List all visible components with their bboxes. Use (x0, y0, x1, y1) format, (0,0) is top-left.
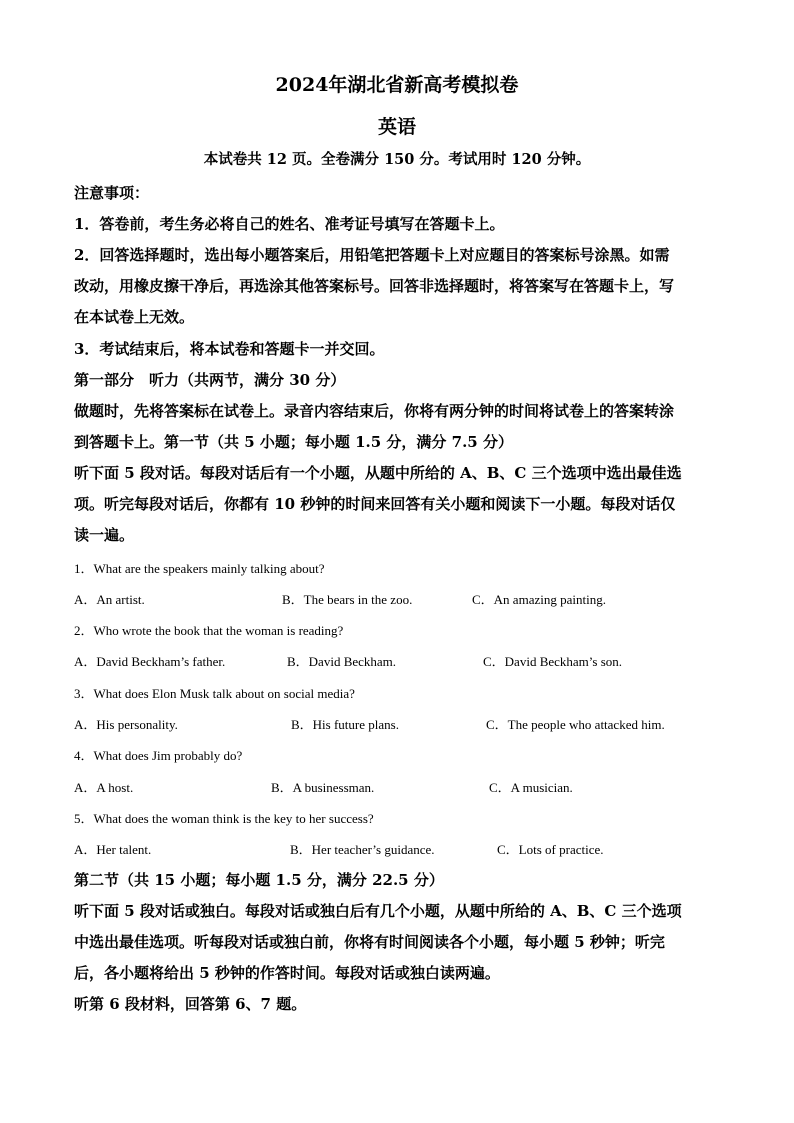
note-2-line-1: 2．回答选择题时，选出每小题答案后，用铅笔把答题卡上对应题目的答案标号涂黑。如需 (74, 246, 670, 264)
part1-para2-line-1: 听下面 5 段对话。每段对话后有一个小题，从题中所给的 A、B、C 三个选项中选出最佳选 (74, 464, 682, 482)
part1-para2-line-3: 读一遍。 (74, 526, 135, 544)
question-2: 2．Who wrote the book that the woman is reading? (74, 623, 344, 638)
section2-para-line-2: 中选出最佳选项。听每段对话或独白前，你将有时间阅读各个小题，每小题 5 秒钟；听完 (74, 933, 665, 951)
question-5-option-c: C．Lots of practice. (497, 842, 604, 857)
question-5: 5．What does the woman think is the key to her success? (74, 811, 374, 826)
question-3-option-b: B．His future plans. (291, 717, 399, 732)
part1-heading: 第一部分 听力（共两节，满分 30 分） (74, 371, 346, 389)
part1-para1-line-2: 到答题卡上。第一节（共 5 小题；每小题 1.5 分，满分 7.5 分） (74, 433, 513, 451)
question-5-option-b: B．Her teacher’s guidance. (290, 842, 435, 857)
question-3-option-a: A．His personality. (74, 717, 178, 732)
question-1-option-b: B．The bears in the zoo. (282, 592, 413, 607)
section2-heading: 第二节（共 15 小题；每小题 1.5 分，满分 22.5 分） (74, 871, 444, 889)
question-1-option-a: A．An artist. (74, 592, 145, 607)
question-1: 1．What are the speakers mainly talking about? (74, 561, 325, 576)
question-1-option-c: C．An amazing painting. (472, 592, 606, 607)
question-2-option-c: C．David Beckham’s son. (483, 654, 623, 669)
question-4-option-c: C．A musician. (489, 780, 573, 795)
question-2-option-b: B．David Beckham. (287, 654, 397, 669)
section2-para-line-3: 后，各小题将给出 5 秒钟的作答时间。每段对话或独白读两遍。 (74, 964, 500, 982)
question-2-option-a: A．David Beckham’s father. (74, 654, 226, 669)
part1-para2-line-2: 项。听完每段对话后，你都有 10 秒钟的时间来回答有关小题和阅读下一小题。每段对话仅 (74, 495, 676, 513)
exam-title: 2024年湖北省新高考模拟卷 (275, 74, 519, 96)
exam-info: 本试卷共 12 页。全卷满分 150 分。考试用时 120 分钟。 (203, 151, 591, 168)
note-2-line-3: 在本试卷上无效。 (74, 308, 195, 326)
question-3: 3．What does Elon Musk talk about on social media? (74, 686, 355, 701)
section2-para-line-1: 听下面 5 段对话或独白。每段对话或独白后有几个小题，从题中所给的 A、B、C 三个选项 (74, 902, 682, 920)
question-4: 4．What does Jim probably do? (74, 748, 243, 763)
question-3-option-c: C．The people who attacked him. (486, 717, 665, 732)
section2-material-6: 听第 6 段材料，回答第 6、7 题。 (74, 995, 307, 1013)
question-4-option-b: B．A businessman. (271, 780, 375, 795)
notes-heading: 注意事项： (74, 184, 150, 202)
note-3: 3．考试结束后，将本试卷和答题卡一并交回。 (74, 340, 385, 358)
note-1: 1．答卷前，考生务必将自己的姓名、准考证号填写在答题卡上。 (74, 215, 505, 233)
question-5-option-a: A．Her talent. (74, 842, 152, 857)
subject-title: 英语 (377, 116, 416, 138)
note-2-line-2: 改动，用橡皮擦干净后，再选涂其他答案标号。回答非选择题时，将答案写在答题卡上，写 (74, 277, 675, 295)
part1-para1-line-1: 做题时，先将答案标在试卷上。录音内容结束后，你将有两分钟的时间将试卷上的答案转涂 (74, 402, 675, 420)
question-4-option-a: A．A host. (74, 780, 134, 795)
